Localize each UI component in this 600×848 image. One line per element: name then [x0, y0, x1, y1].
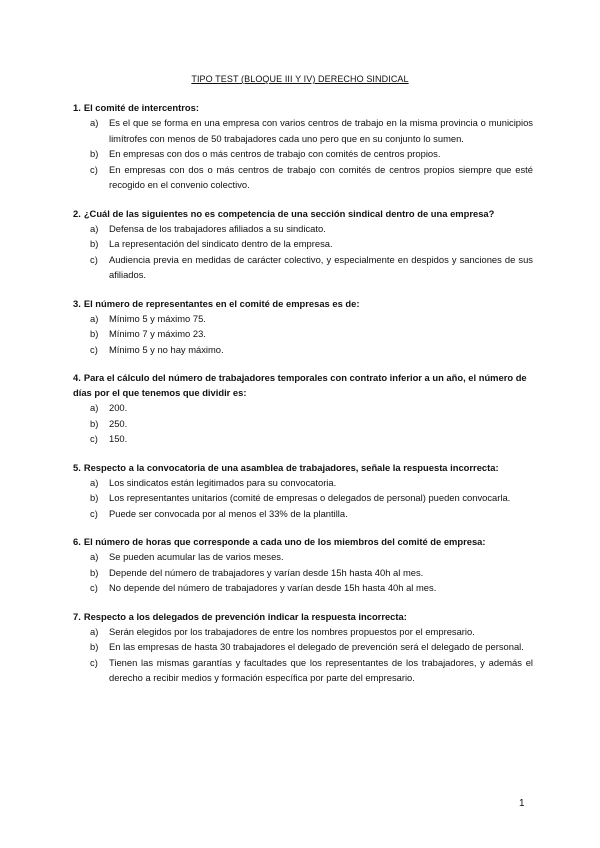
question-text: Respecto a la convocatoria de una asamblea de trabajadores, señale la respuesta incorrecta:	[83, 461, 499, 473]
question-number: 4.	[73, 372, 81, 383]
question-list	[73, 100, 533, 699]
option-letter: a)	[90, 312, 99, 324]
option-a	[73, 221, 533, 237]
question-7	[73, 609, 533, 686]
option-list	[73, 311, 533, 358]
option-text: En empresas con dos o más centros de trabajo con comités de centros propios.	[109, 148, 441, 159]
question-number: 7.	[73, 610, 81, 622]
question-2	[73, 206, 533, 283]
option-text: Los representantes unitarios (comité de empresas o delegados de personal) pueden convocarla.	[109, 492, 511, 503]
option-letter: b)	[90, 238, 99, 249]
option-letter: c)	[90, 656, 98, 668]
question-text: Respecto a los delegados de prevención indicar la respuesta incorrecta:	[83, 610, 407, 622]
option-letter: b)	[90, 148, 99, 159]
question-heading	[73, 609, 533, 624]
option-letter: c)	[90, 507, 98, 519]
question-3	[73, 296, 533, 358]
option-letter: c)	[90, 582, 98, 593]
option-text: Tienen las mismas garantías y facultades que los representantes de los trabajadores, y además el derecho a recibir medios y formación específica por parte del empresario.	[109, 656, 533, 683]
question-text: ¿Cuál de las siguientes no es competencia de una sección sindical dentro de una empresa?	[83, 207, 495, 219]
question-heading	[73, 206, 533, 221]
option-a	[73, 549, 533, 565]
option-b	[73, 639, 533, 655]
option-b	[73, 416, 533, 432]
option-a	[73, 115, 533, 146]
option-letter: a)	[90, 551, 99, 562]
option-text: Depende del número de trabajadores y varían desde 15h hasta 40h al mes.	[109, 566, 424, 578]
question-heading	[73, 460, 533, 475]
option-text: En las empresas de hasta 30 trabajadores el delegado de prevención será el delegado de personal.	[109, 641, 524, 652]
option-text: Mínimo 5 y no hay máximo.	[109, 343, 224, 355]
option-c	[73, 342, 533, 358]
option-a	[73, 311, 533, 327]
option-letter: a)	[90, 222, 99, 234]
document-title: TIPO TEST (BLOQUE III Y IV) DERECHO SINDICAL	[191, 74, 409, 84]
option-text: Los sindicatos están legitimados para su convocatoria.	[109, 476, 337, 488]
option-letter: c)	[90, 433, 98, 444]
question-4	[73, 370, 533, 447]
option-text: Defensa de los trabajadores afiliados a su sindicato.	[109, 222, 326, 234]
option-a	[73, 475, 533, 491]
option-letter: a)	[90, 117, 99, 128]
option-text: Es el que se forma en una empresa con varios centros de trabajo en la misma provincia o municipios limítrofes con menos de 50 trabajadores cada uno pero que en su conjunto lo sumen.	[109, 117, 533, 144]
option-b	[73, 565, 533, 581]
option-letter: c)	[90, 163, 98, 175]
option-text: 200.	[109, 402, 128, 413]
option-letter: a)	[90, 625, 99, 637]
option-list	[73, 549, 533, 596]
question-number: 6.	[73, 536, 81, 547]
option-text: Audiencia previa en medidas de carácter colectivo, y especialmente en despidos y sanciones de sus afiliados.	[109, 253, 533, 280]
option-text: Serán elegidos por los trabajadores de entre los nombres propuestos por el empresario.	[109, 625, 475, 637]
option-c	[73, 162, 533, 193]
option-text: En empresas con dos o más centros de trabajo con comités de centros propios siempre que esté recogido en el convenio colectivo.	[109, 163, 533, 190]
question-text: Para el cálculo del número de trabajadores temporales con contrato inferior a un año, el número de días por el que tenemos que dividir es:	[73, 372, 527, 398]
question-text: El comité de intercentros:	[83, 102, 199, 113]
option-letter: a)	[90, 402, 99, 413]
option-letter: c)	[90, 253, 98, 265]
option-text: La representación del sindicato dentro de la empresa.	[109, 238, 333, 249]
option-list	[73, 400, 533, 447]
option-c	[73, 506, 533, 522]
question-text: El número de horas que corresponde a cada uno de los miembros del comité de empresa:	[83, 536, 486, 547]
option-text: 250.	[109, 417, 128, 429]
question-heading	[73, 370, 533, 400]
option-list	[73, 221, 533, 283]
question-number: 3.	[73, 297, 81, 309]
page-number: 1	[519, 798, 525, 809]
option-c	[73, 252, 533, 283]
option-b	[73, 236, 533, 252]
option-b	[73, 326, 533, 342]
option-text: Se pueden acumular las de varios meses.	[109, 551, 284, 562]
question-heading	[73, 534, 533, 549]
option-letter: c)	[90, 343, 98, 355]
option-letter: b)	[90, 417, 99, 429]
option-letter: b)	[90, 328, 99, 339]
option-text: 150.	[109, 433, 128, 444]
option-letter: a)	[90, 476, 99, 488]
option-list	[73, 115, 533, 193]
question-heading	[73, 100, 533, 115]
option-letter: b)	[90, 492, 99, 503]
question-number: 2.	[73, 207, 81, 219]
question-5	[73, 460, 533, 522]
option-c	[73, 431, 533, 447]
option-text: No depende del número de trabajadores y varían desde 15h hasta 40h al mes.	[109, 582, 437, 593]
question-number: 1.	[73, 102, 81, 113]
option-b	[73, 490, 533, 506]
option-text: Puede ser convocada por al menos el 33% de la plantilla.	[109, 507, 348, 519]
option-list	[73, 475, 533, 522]
option-a	[73, 624, 533, 640]
option-c	[73, 580, 533, 596]
option-text: Mínimo 7 y máximo 23.	[109, 328, 206, 339]
option-c	[73, 655, 533, 686]
option-letter: b)	[90, 641, 99, 652]
option-list	[73, 624, 533, 686]
question-text: El número de representantes en el comité de empresas es de:	[83, 297, 360, 309]
option-a	[73, 400, 533, 416]
option-text: Mínimo 5 y máximo 75.	[109, 312, 206, 324]
question-number: 5.	[73, 461, 81, 473]
option-letter: b)	[90, 566, 99, 578]
question-heading	[73, 296, 533, 311]
question-1	[73, 100, 533, 193]
question-6	[73, 534, 533, 596]
option-b	[73, 146, 533, 162]
